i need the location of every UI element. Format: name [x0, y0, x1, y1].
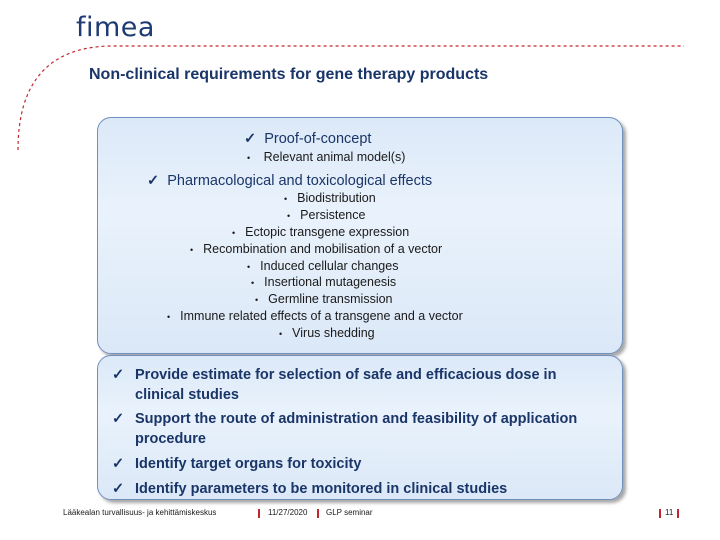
footer-date: 11/27/2020 [268, 508, 308, 517]
list-item [251, 275, 396, 289]
check-icon: ✓ [112, 411, 125, 427]
heading-label: Pharmacological and toxicological effects [167, 173, 433, 189]
bullet-icon: • [287, 211, 291, 221]
goal-item [112, 409, 592, 449]
footer-divider [659, 509, 661, 518]
bullet-icon: • [255, 295, 259, 305]
goal-item-label: Identify target organs for toxicity [135, 456, 362, 472]
slide-title: Non-clinical requirements for gene therapy products [89, 66, 489, 83]
heading-label: Proof-of-concept [264, 131, 372, 147]
list-item [167, 309, 463, 323]
list-item [284, 191, 376, 205]
page-number: 11 [665, 508, 674, 517]
goal-item [112, 454, 592, 474]
list-item-label: Immune related effects of a transgene and a vector [180, 309, 463, 323]
list-item-label: Virus shedding [292, 326, 375, 340]
list-item-label: Persistence [300, 208, 366, 222]
list-item [279, 326, 375, 340]
bullet-icon: • [167, 312, 171, 322]
goal-item-label: Identify parameters to be monitored in clinical studies [135, 481, 508, 497]
list-item [287, 208, 365, 222]
list-item [255, 292, 393, 306]
list-item-label: Recombination and mobilisation of a vector [203, 242, 443, 256]
list-item [247, 259, 398, 273]
list-item-label: Biodistribution [297, 191, 376, 205]
footer-event: GLP seminar [326, 508, 373, 517]
bullet-icon: • [190, 245, 194, 255]
bullet-icon: • [279, 329, 283, 339]
goal-item [112, 365, 592, 405]
check-icon: ✓ [112, 367, 125, 383]
list-item-label: Induced cellular changes [260, 259, 399, 273]
footer-organisation: Lääkealan turvallisuus- ja kehittämiskeskus [63, 508, 217, 517]
bullet-icon: • [247, 153, 251, 163]
fimea-logo: fimea [76, 12, 155, 43]
list-item-label: Insertional mutagenesis [264, 275, 397, 289]
list-item [190, 242, 442, 256]
goal-item-label: Provide estimate for selection of safe and efficacious dose in clinical studies [135, 367, 557, 403]
check-icon: ✓ [244, 131, 257, 147]
goal-item-label: Support the route of administration and feasibility of application procedure [135, 411, 578, 447]
heading-proof-of-concept [244, 131, 371, 147]
list-item [247, 150, 405, 164]
bullet-icon: • [284, 194, 288, 204]
goal-item [112, 479, 592, 499]
footer-divider [258, 509, 260, 518]
footer-divider [317, 509, 319, 518]
check-icon: ✓ [112, 456, 125, 472]
footer-divider [677, 509, 679, 518]
list-item [232, 225, 409, 239]
bullet-icon: • [232, 228, 236, 238]
bullet-icon: • [247, 262, 251, 272]
check-icon: ✓ [112, 481, 125, 497]
list-item-label: Germline transmission [268, 292, 393, 306]
check-icon: ✓ [147, 173, 160, 189]
list-item-label: Ectopic transgene expression [245, 225, 410, 239]
heading-pharm-tox [147, 173, 432, 189]
list-item-label: Relevant animal model(s) [263, 150, 406, 164]
bullet-icon: • [251, 278, 255, 288]
